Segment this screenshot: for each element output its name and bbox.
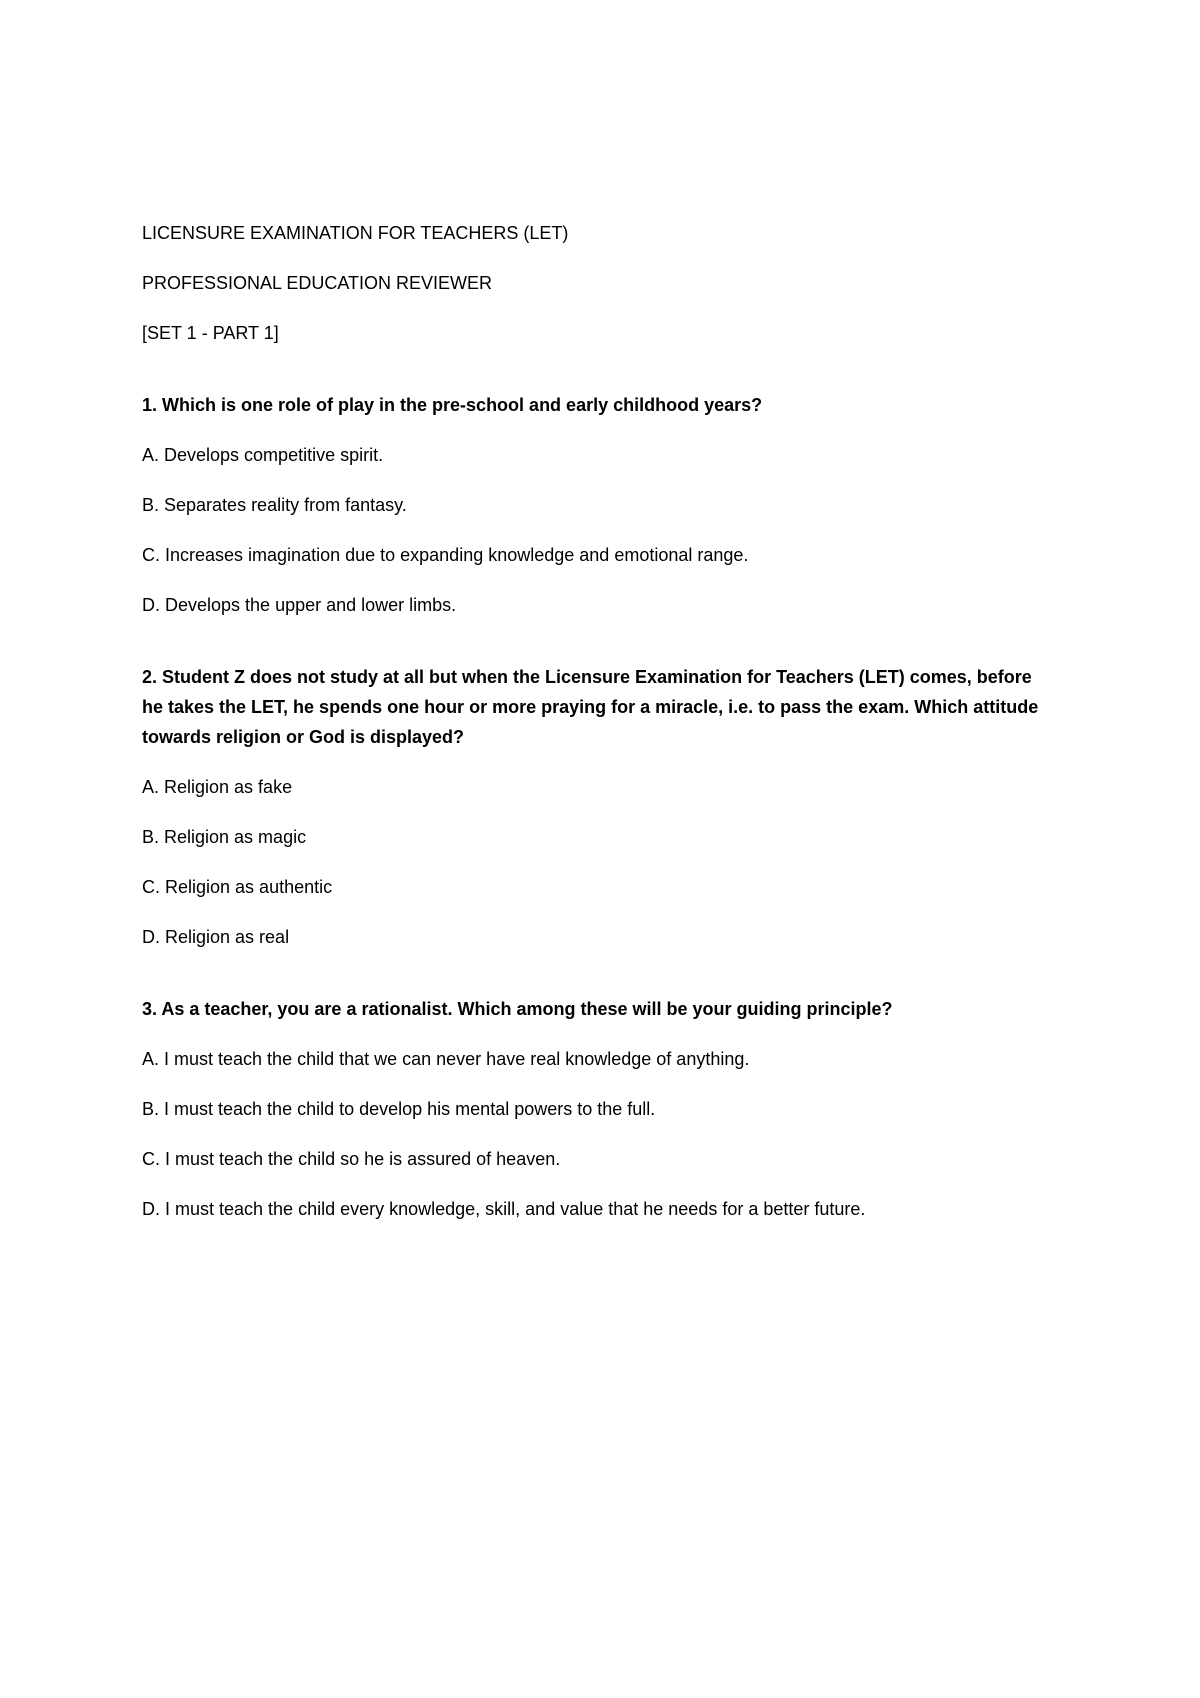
option-d: D. Religion as real	[142, 927, 290, 947]
document-content	[142, 218, 1072, 1244]
question-block-2	[142, 662, 1072, 952]
option-b: B. Religion as magic	[142, 827, 307, 847]
question-block-3	[142, 994, 1072, 1224]
option-d: D. Develops the upper and lower limbs.	[142, 595, 457, 615]
reviewer-subtitle: PROFESSIONAL EDUCATION REVIEWER	[142, 273, 493, 293]
option-c: C. I must teach the child so he is assured of heaven.	[142, 1149, 561, 1169]
option-c: C. Religion as authentic	[142, 877, 333, 897]
option-b: B. Separates reality from fantasy.	[142, 495, 407, 515]
question-text: 1. Which is one role of play in the pre-school and early childhood years?	[142, 395, 763, 415]
document-header	[142, 218, 1072, 348]
question-text: 2. Student Z does not study at all but when the Licensure Examination for Teachers (LET) comes, before he takes the LET, he spends one hour or more praying for a miracle, i.e. to pass the exam. Which attitude towards religion or God is displayed?	[142, 667, 1039, 747]
exam-title: LICENSURE EXAMINATION FOR TEACHERS (LET)	[142, 223, 569, 243]
option-b: B. I must teach the child to develop his mental powers to the full.	[142, 1099, 656, 1119]
set-label: [SET 1 - PART 1]	[142, 323, 279, 343]
option-a: A. Develops competitive spirit.	[142, 445, 384, 465]
option-d: D. I must teach the child every knowledge, skill, and value that he needs for a better future.	[142, 1199, 866, 1219]
option-a: A. I must teach the child that we can never have real knowledge of anything.	[142, 1049, 750, 1069]
question-block-1	[142, 390, 1072, 620]
option-c: C. Increases imagination due to expanding knowledge and emotional range.	[142, 545, 749, 565]
option-a: A. Religion as fake	[142, 777, 293, 797]
question-text: 3. As a teacher, you are a rationalist. Which among these will be your guiding principle?	[142, 999, 893, 1019]
